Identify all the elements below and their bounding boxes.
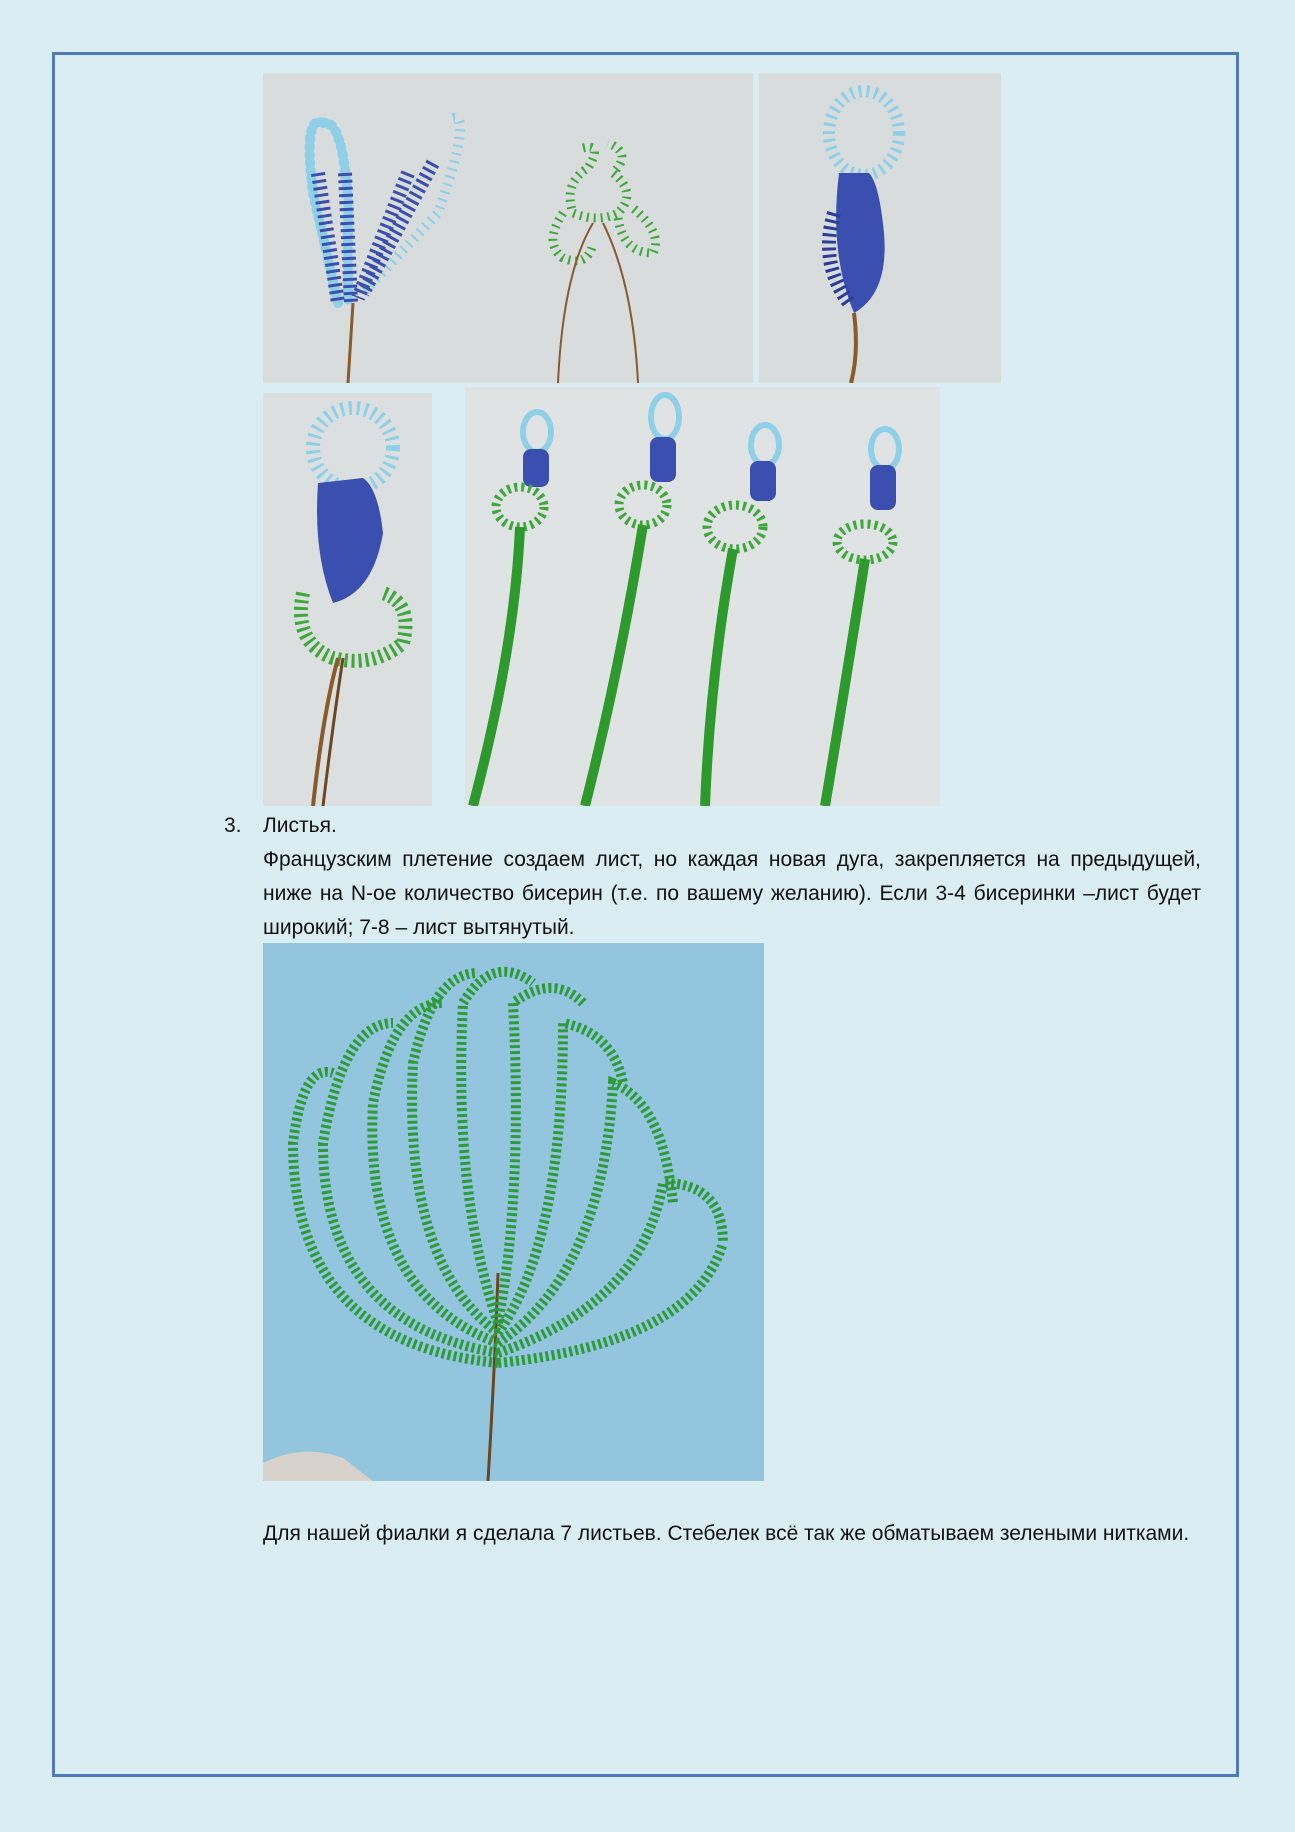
photo-four-stems xyxy=(465,387,940,806)
list-number: 3. xyxy=(224,814,242,837)
photo-blue-loops xyxy=(263,73,753,383)
paragraph-seven-leaves: Для нашей фиалки я сделала 7 листьев. Стебелек всё так же обматываем зелеными нитками. xyxy=(263,1522,1190,1545)
photo-bud-sepals xyxy=(263,393,432,806)
section-heading: Листья. xyxy=(263,814,337,837)
photo-beaded-leaf xyxy=(263,943,764,1481)
paragraph-leaf-technique: Французским плетение создаем лист, но каждая новая дуга, закрепляется на предыдущей, ниже на N-ое количество бисерин (т.е. по вашему желанию). Если 3-4 бисеринки –лист будет широкий; 7-8 – лист вытянутый. xyxy=(263,848,1201,939)
photo-blue-bud xyxy=(759,73,1001,383)
